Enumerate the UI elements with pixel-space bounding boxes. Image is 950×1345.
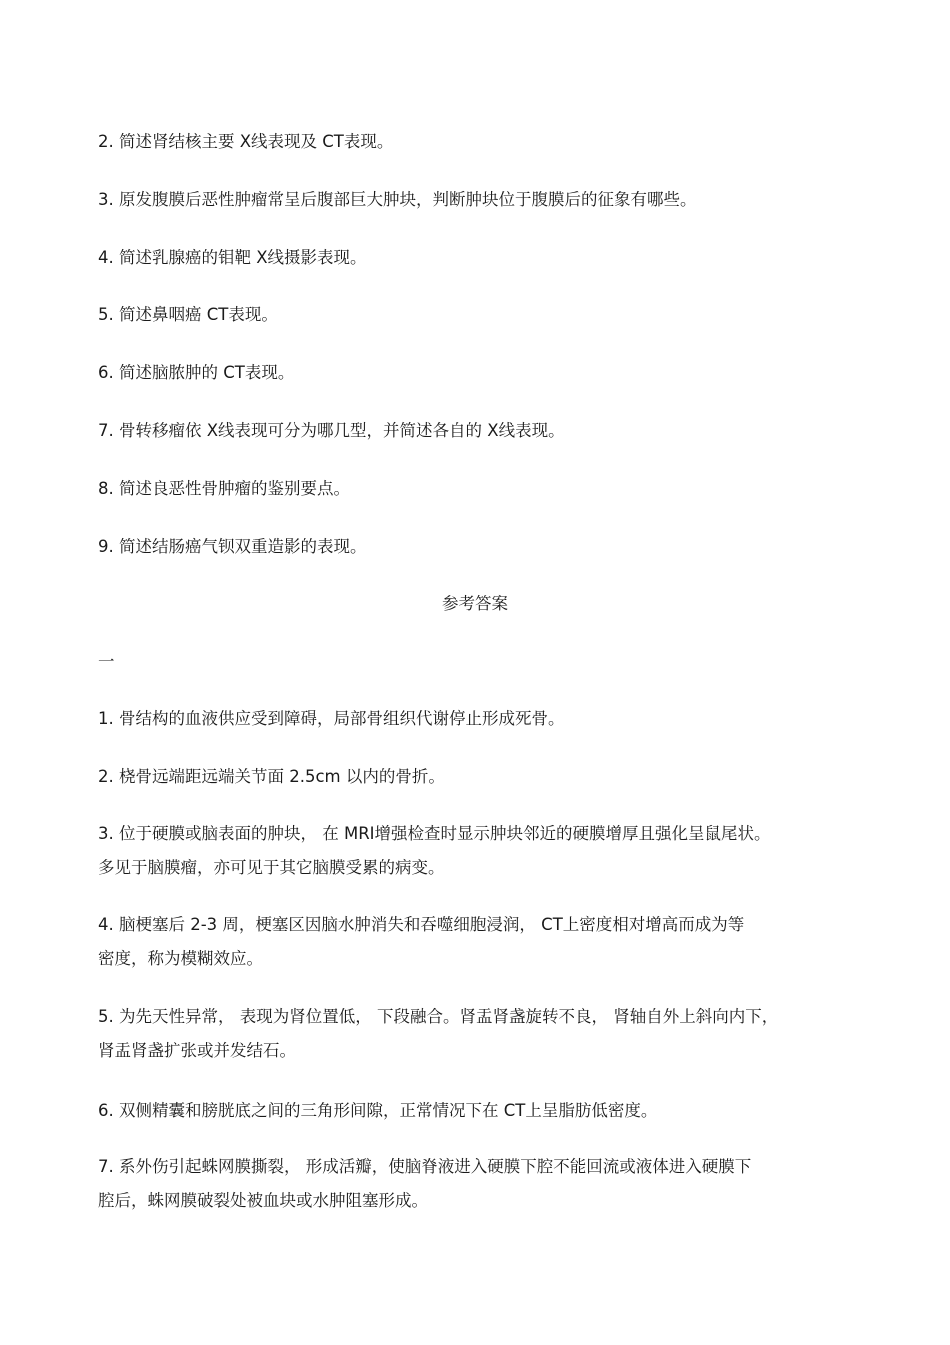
answer-7-line-1: 7. 系外伤引起蛛网膜撕裂， 形成活瓣，使脑脊液进入硬膜下腔不能回流或液体进入硬膜下 — [98, 1157, 752, 1176]
question-3: 3. 原发腹膜后恶性肿瘤常呈后腹部巨大肿块，判断肿块位于腹膜后的征象有哪些。 — [98, 190, 697, 209]
answer-1: 1. 骨结构的血液供应受到障碍，局部骨组织代谢停止形成死骨。 — [98, 709, 565, 728]
answer-5-line-1: 5. 为先天性异常， 表现为肾位置低， 下段融合。肾盂肾盏旋转不良， 肾轴自外上斜向内下， — [98, 1007, 779, 1026]
answer-title: 参考答案 — [442, 594, 508, 613]
answer-3-line-2: 多见于脑膜瘤，亦可见于其它脑膜受累的病变。 — [98, 858, 445, 877]
answer-4-line-2: 密度，称为模糊效应。 — [98, 949, 263, 968]
question-9: 9. 简述结肠癌气钡双重造影的表现。 — [98, 537, 367, 556]
answer-5 — [98, 1000, 838, 1068]
answer-2: 2. 桡骨远端距远端关节面 2.5cm 以内的骨折。 — [98, 767, 445, 786]
question-7: 7. 骨转移瘤依 X线表现可分为哪几型，并简述各自的 X线表现。 — [98, 421, 565, 440]
question-4: 4. 简述乳腺癌的钼靶 X线摄影表现。 — [98, 248, 367, 267]
answer-5-line-2: 肾盂肾盏扩张或并发结石。 — [98, 1041, 296, 1060]
section-marker: 一 — [98, 652, 115, 671]
answer-4 — [98, 908, 838, 976]
answer-3-line-1: 3. 位于硬膜或脑表面的肿块， 在 MRI增强检查时显示肿块邻近的硬膜增厚且强化呈鼠尾状。 — [98, 824, 771, 843]
answer-3 — [98, 817, 838, 885]
answer-7 — [98, 1150, 838, 1218]
question-6: 6. 简述脑脓肿的 CT表现。 — [98, 363, 295, 382]
answer-6: 6. 双侧精囊和膀胱底之间的三角形间隙，正常情况下在 CT上呈脂肪低密度。 — [98, 1101, 658, 1120]
answer-7-line-2: 腔后，蛛网膜破裂处被血块或水肿阻塞形成。 — [98, 1191, 428, 1210]
answer-4-line-1: 4. 脑梗塞后 2-3 周，梗塞区因脑水肿消失和吞噬细胞浸润， CT上密度相对增高而成为等 — [98, 915, 745, 934]
question-8: 8. 简述良恶性骨肿瘤的鉴别要点。 — [98, 479, 350, 498]
question-5: 5. 简述鼻咽癌 CT表现。 — [98, 305, 278, 324]
question-2: 2. 简述肾结核主要 X线表现及 CT表现。 — [98, 132, 394, 151]
